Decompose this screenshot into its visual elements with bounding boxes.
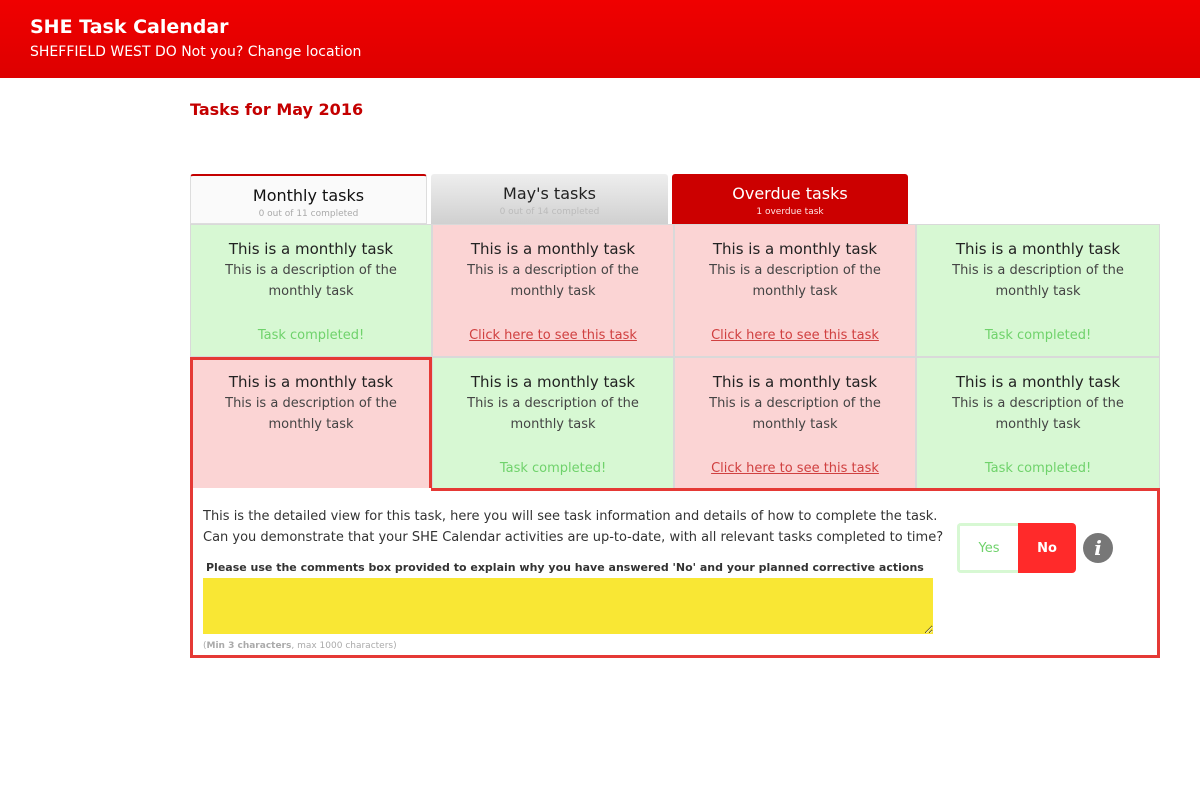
task-completed-status: Task completed! <box>984 328 1092 343</box>
task-description: This is a description of the monthly task <box>225 396 397 432</box>
app-header <box>0 0 1200 78</box>
task-card-pending[interactable] <box>432 224 674 357</box>
task-detail-text <box>203 506 943 548</box>
info-icon[interactable]: i <box>1083 533 1113 563</box>
not-you-text: Not you? <box>181 44 244 60</box>
task-title: This is a monthly task <box>228 240 394 258</box>
see-task-link[interactable]: Click here to see this task <box>711 461 879 476</box>
task-card-selected[interactable] <box>190 357 432 491</box>
tab-monthly-tasks[interactable] <box>190 174 427 224</box>
task-card-completed[interactable] <box>432 357 674 490</box>
task-title: This is a monthly task <box>955 373 1121 391</box>
task-completed-status: Task completed! <box>257 328 365 343</box>
task-title: This is a monthly task <box>470 240 636 258</box>
see-task-link[interactable]: Click here to see this task <box>711 328 879 343</box>
task-title: This is a monthly task <box>228 373 394 391</box>
tab-mays-tasks[interactable] <box>431 174 668 224</box>
task-description: This is a description of the monthly task <box>952 396 1124 432</box>
task-description: This is a description of the monthly task <box>225 263 397 299</box>
task-card-completed[interactable] <box>916 224 1160 357</box>
task-card-pending[interactable] <box>674 357 916 490</box>
task-description: This is a description of the monthly task <box>467 396 639 432</box>
location-line <box>30 44 361 60</box>
change-location-link[interactable]: Change location <box>247 44 362 60</box>
tab-label: Overdue tasks <box>732 184 848 203</box>
location-name: SHEFFIELD WEST DO <box>30 44 177 60</box>
comments-textarea[interactable] <box>203 578 933 634</box>
comments-label: Please use the comments box provided to explain why you have answered 'No' and your planned corrective actions <box>206 561 924 574</box>
tab-label: Monthly tasks <box>252 186 365 205</box>
see-task-link[interactable]: Click here to see this task <box>469 328 637 343</box>
min-characters-hint: Min 3 characters <box>206 641 292 651</box>
tab-progress: 0 out of 14 completed <box>499 207 600 217</box>
detail-border <box>190 488 193 656</box>
detail-border <box>431 488 1160 491</box>
task-description: This is a description of the monthly task <box>709 396 881 432</box>
task-description: This is a description of the monthly task <box>952 263 1124 299</box>
task-card-completed[interactable] <box>916 357 1160 490</box>
task-card-pending[interactable] <box>674 224 916 357</box>
tab-overdue-tasks[interactable] <box>672 174 908 224</box>
character-limit-hint: (Min 3 characters, max 1000 characters) <box>203 641 397 651</box>
task-title: This is a monthly task <box>470 373 636 391</box>
tab-label: May's tasks <box>503 184 596 203</box>
page-title: Tasks for May 2016 <box>190 100 364 119</box>
task-question: Can you demonstrate that your SHE Calendar activities are up-to-date, with all relevant tasks completed to time? <box>203 530 944 545</box>
task-description: This is a description of the monthly task <box>467 263 639 299</box>
app-title: SHE Task Calendar <box>30 16 229 38</box>
task-title: This is a monthly task <box>712 373 878 391</box>
task-completed-status: Task completed! <box>984 461 1092 476</box>
task-detail-description: This is the detailed view for this task, here you will see task information and details of how to complete the task. <box>203 509 938 524</box>
tab-progress: 0 out of 11 completed <box>258 209 359 219</box>
yes-no-toggle[interactable] <box>957 523 1076 573</box>
task-card-completed[interactable] <box>190 224 432 357</box>
task-description: This is a description of the monthly task <box>709 263 881 299</box>
yes-button[interactable]: Yes <box>957 523 1018 573</box>
max-characters-hint: , max 1000 characters) <box>291 641 397 651</box>
task-title: This is a monthly task <box>955 240 1121 258</box>
task-title: This is a monthly task <box>712 240 878 258</box>
tab-progress: 1 overdue task <box>756 207 824 217</box>
no-button[interactable]: No <box>1018 523 1076 573</box>
task-completed-status: Task completed! <box>499 461 607 476</box>
